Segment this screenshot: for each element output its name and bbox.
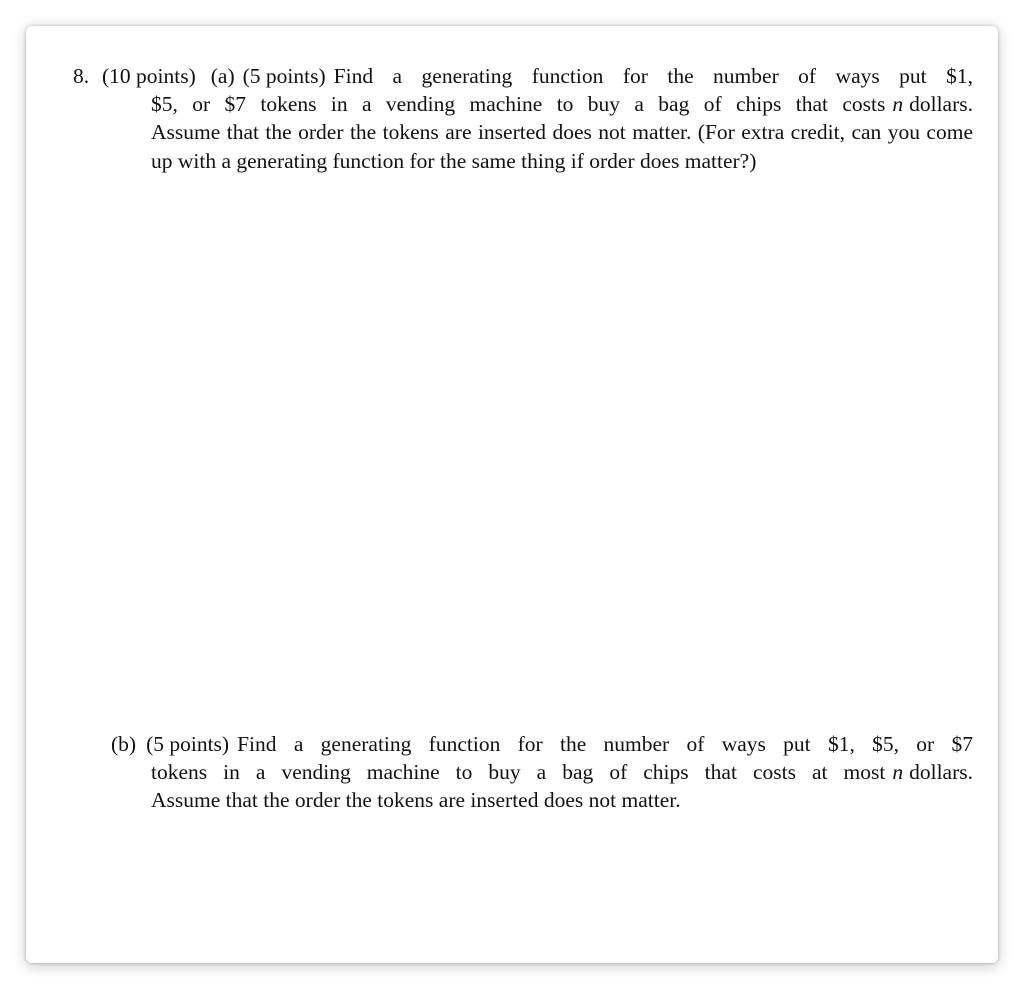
problem-8-part-b xyxy=(111,730,973,815)
part-a-line-1: Find a generating function for the number of ways put $1, xyxy=(333,64,973,88)
part-b-line-2 xyxy=(151,758,973,786)
part-b-line-2-text: tokens in a vending machine to buy a bag of chips that costs at most xyxy=(151,760,886,785)
part-b-answer-space[interactable] xyxy=(26,826,998,946)
part-b-label: (b) xyxy=(111,732,137,756)
part-a-line-2 xyxy=(151,90,973,118)
problem-points: (10 points) xyxy=(102,64,196,88)
problem-8-header-line xyxy=(73,62,973,90)
part-b-header-line xyxy=(111,730,973,758)
problem-8-part-a xyxy=(73,62,973,175)
exam-page xyxy=(26,26,998,963)
part-b-points: (5 points) xyxy=(146,732,230,756)
problem-number: 8. xyxy=(73,64,90,88)
part-a-variable-n: n xyxy=(892,92,904,117)
part-a-line-2-end: dollars. xyxy=(909,92,973,117)
part-b-variable-n: n xyxy=(892,760,904,785)
part-a-answer-space[interactable] xyxy=(26,206,998,706)
part-a-points: (5 points) xyxy=(242,64,326,88)
part-a-label: (a) xyxy=(210,64,235,88)
part-b-line-1: Find a generating function for the number of ways put $1, $5, or $7 xyxy=(237,732,973,756)
part-b-line-2-end: dollars. xyxy=(909,760,973,785)
part-b-rest: Assume that the order the tokens are inserted does not matter. xyxy=(151,788,681,813)
part-a-rest: Assume that the order the tokens are inserted does not matter. (For extra credit, can you come up with a generating function for the same thing if order does matter?) xyxy=(151,120,973,173)
part-a-line-2-text: $5, or $7 tokens in a vending machine to buy a bag of chips that costs xyxy=(151,92,886,117)
